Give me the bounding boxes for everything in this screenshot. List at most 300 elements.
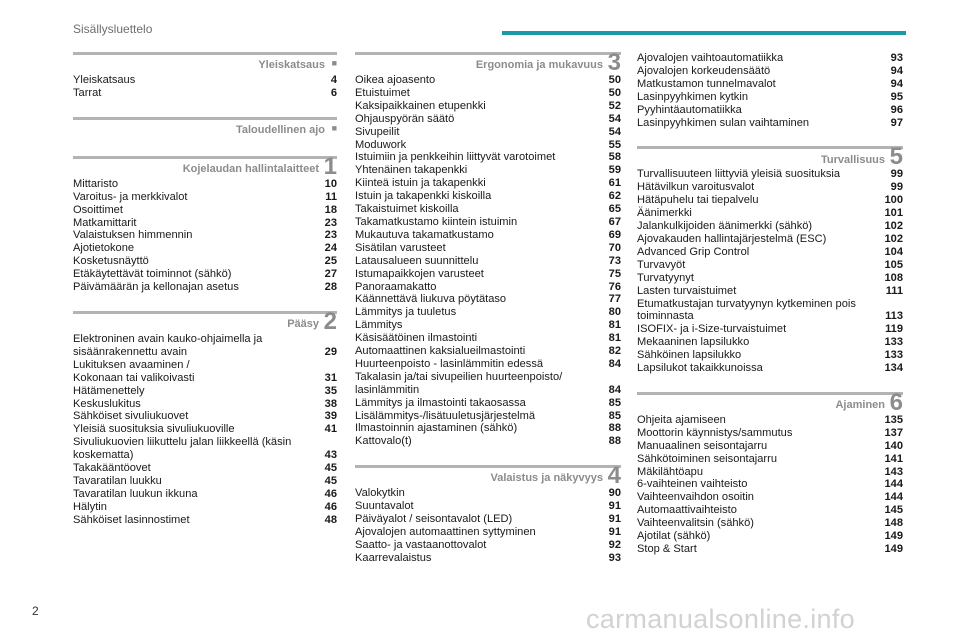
toc-column-2 [355, 49, 621, 582]
toc-entry[interactable] [637, 517, 903, 530]
toc-entry-title: Ajovalojen vaihtoautomatiikka [637, 52, 784, 64]
toc-entry-title: Vaihteenvaihdon osoitin [637, 491, 754, 504]
toc-entry-title: Jalankulkijoiden äänimerkki (sähkö) [637, 220, 813, 233]
toc-entry-title: Automaattinen kaksialueilmastointi [355, 345, 526, 358]
toc-entry-title: Takaistuimet kiskoilla [355, 203, 459, 216]
section-divider [637, 392, 903, 395]
toc-entry[interactable] [637, 207, 903, 220]
toc-entry[interactable] [355, 87, 621, 100]
toc-entry-page: 50 [608, 74, 621, 86]
toc-entry-page: 88 [608, 435, 621, 448]
toc-entry-page: 94 [890, 64, 903, 77]
section-divider [73, 311, 337, 314]
toc-entry-page: 119 [885, 323, 903, 336]
toc-entry-title: Lisälämmitys-/lisätuuletusjärjestelmä [355, 409, 536, 422]
toc-entry-page: 100 [884, 194, 903, 207]
section-number: 6 [889, 388, 903, 416]
toc-entry[interactable] [355, 74, 621, 87]
toc-entry[interactable] [355, 177, 621, 190]
toc-entry-page: 65 [608, 203, 621, 216]
toc-entry[interactable] [355, 397, 621, 410]
toc-entry[interactable] [637, 298, 903, 324]
toc-entry-title: Manuaalinen seisontajarru [637, 439, 768, 452]
toc-entry-page: 84 [608, 383, 621, 396]
toc-entry-page: 43 [324, 449, 337, 462]
toc-entry-title: ISOFIX- ja i-Size-turvaistuimet [637, 323, 787, 336]
toc-entry-title: Pyyhintäautomatiikka [637, 103, 742, 116]
toc-entry-page: 133 [884, 349, 903, 362]
toc-entry[interactable] [355, 126, 621, 139]
toc-entry-page: 141 [884, 452, 903, 465]
toc-entry-title: Huurteenpoisto - lasinlämmitin edessä [355, 357, 544, 370]
toc-entry[interactable] [355, 526, 621, 539]
section-title: Kojelaudan hallintalaitteet [182, 162, 319, 175]
toc-entry[interactable] [637, 285, 903, 298]
toc-entry[interactable] [637, 504, 903, 517]
section-header [637, 388, 903, 416]
toc-entry-title: Lasten turvaistuimet [637, 284, 737, 297]
toc-entry[interactable] [637, 52, 903, 65]
toc-entry[interactable] [355, 487, 621, 500]
section-number: 4 [607, 462, 621, 490]
toc-entry-page: 35 [324, 384, 337, 397]
toc-entry-page: 140 [884, 439, 903, 452]
toc-entry[interactable] [73, 333, 337, 359]
toc-entry[interactable] [73, 488, 337, 501]
toc-entry[interactable] [637, 181, 903, 194]
toc-entry-page: 38 [324, 397, 337, 410]
section-title: Yleiskatsaus [258, 59, 325, 72]
section-header [355, 462, 621, 490]
toc-entry-title: Yleisiä suosituksia sivuliukuoville [73, 423, 235, 436]
toc-entry-page: 148 [884, 517, 903, 530]
toc-entry-page: 46 [324, 487, 337, 500]
toc-entry-page: 45 [324, 462, 337, 475]
toc-entry-page: 143 [884, 465, 903, 478]
toc-entry-page: 46 [324, 500, 337, 513]
toc-entry-title: Äänimerkki [637, 207, 692, 220]
toc-entry-page: 76 [608, 280, 621, 293]
toc-entry-page: 92 [608, 538, 621, 551]
toc-entry[interactable] [73, 268, 337, 281]
section-divider [73, 52, 337, 55]
section-header [73, 307, 337, 335]
toc-entry-title: Turvavyöt [637, 258, 686, 271]
toc-entry-page: 62 [608, 190, 621, 203]
toc-entry[interactable] [637, 440, 903, 453]
toc-entry[interactable] [73, 191, 337, 204]
toc-entry[interactable] [637, 362, 903, 375]
toc-entry-page: 149 [884, 543, 903, 555]
toc-entry[interactable] [355, 410, 621, 423]
toc-entry-page: 58 [608, 151, 621, 164]
toc-entry-title: Sähkötoiminen seisontajarru [637, 452, 777, 465]
toc-entry-page: 144 [884, 491, 903, 504]
toc-entry[interactable] [73, 423, 337, 436]
toc-entry[interactable] [355, 190, 621, 203]
toc-entry-title: Turvallisuuteen liittyviä yleisiä suosituksia [637, 168, 841, 181]
toc-section [637, 52, 903, 129]
toc-entry-title: Sivuliukuovien liikuttelu jalan liikkeellä (käsin koskematta) [73, 436, 292, 462]
toc-entry-title: Käännettävä liukuva pöytätaso [355, 293, 507, 306]
toc-entry[interactable] [637, 414, 903, 427]
toc-entry-title: Tarrat [73, 86, 102, 99]
toc-entry[interactable] [73, 475, 337, 488]
toc-entry-title: Stop & Start [637, 543, 697, 555]
toc-entry-page: 77 [608, 293, 621, 306]
toc-entry-page: 70 [608, 241, 621, 254]
toc-entry-title: Valaistuksen himmennin [73, 229, 193, 242]
toc-entry[interactable] [355, 255, 621, 268]
toc-entry-title: Tavaratilan luukun ikkuna [73, 487, 198, 500]
page-header-title: Sisällysluettelo [73, 22, 153, 36]
toc-entry-title: Kattovalo(t) [355, 435, 412, 448]
toc-entry[interactable] [355, 229, 621, 242]
section-title: Valaistus ja näkyvyys [490, 472, 603, 485]
toc-entry-title: Valokytkin [355, 487, 405, 500]
toc-entry[interactable] [73, 410, 337, 423]
toc-entry[interactable] [73, 255, 337, 268]
toc-column-3 [637, 52, 903, 573]
toc-entry-title: Ajotietokone [73, 242, 135, 255]
toc-entry-title: Päiväyalot / seisontavalot (LED) [355, 513, 513, 526]
toc-entry-title: Lapsilukot takaikkunoissa [637, 362, 763, 375]
toc-section [73, 152, 337, 294]
toc-entry-title: Istuin ja takapenkki kiskoilla [355, 190, 492, 203]
toc-entry-page: 108 [884, 271, 903, 284]
toc-entry[interactable] [355, 151, 621, 164]
section-header [73, 152, 337, 180]
toc-entry-title: Päivämäärän ja kellonajan asetus [73, 281, 239, 294]
toc-entry-page: 27 [324, 268, 337, 281]
toc-entry[interactable] [355, 319, 621, 332]
toc-section [73, 117, 337, 139]
toc-entry[interactable] [355, 332, 621, 345]
toc-entry-title: Elektroninen avain kauko-ohjaimella ja sisäänrakennettu avain [73, 332, 263, 358]
toc-entry-page: 48 [324, 513, 337, 526]
toc-entry-title: Yleiskatsaus [73, 74, 136, 86]
toc-entry-page: 97 [890, 116, 903, 129]
toc-entry[interactable] [73, 398, 337, 411]
toc-entry[interactable] [355, 500, 621, 513]
section-divider [73, 156, 337, 159]
toc-entry[interactable] [637, 491, 903, 504]
section-divider [637, 146, 903, 149]
toc-entry-page: 11 [325, 190, 337, 203]
toc-entry[interactable] [637, 117, 903, 130]
toc-entry-title: Yhtenäinen takapenkki [355, 164, 468, 177]
toc-entry-page: 31 [324, 371, 337, 384]
toc-entry[interactable] [637, 65, 903, 78]
toc-entry[interactable] [637, 104, 903, 117]
section-divider [73, 117, 337, 120]
toc-entry[interactable] [355, 435, 621, 448]
toc-entry[interactable] [637, 78, 903, 91]
toc-entry-page: 18 [324, 203, 337, 216]
toc-entry[interactable] [73, 501, 337, 514]
toc-entry[interactable] [355, 100, 621, 113]
toc-entry-title: Mäkilähtöapu [637, 465, 703, 478]
toc-entry-title: Istuimiin ja penkkeihin liittyvät varotoimet [355, 151, 556, 164]
toc-entry[interactable] [73, 87, 337, 100]
toc-entry-page: 29 [324, 345, 337, 358]
toc-entry-title: Lukituksen avaaminen / Kokonaan tai valikoivasti [73, 358, 195, 384]
toc-entry[interactable] [637, 427, 903, 440]
toc-entry-title: Ohjauspyörän säätö [355, 112, 455, 125]
toc-entry[interactable] [637, 478, 903, 491]
toc-entry-page: 24 [324, 242, 337, 255]
toc-entry-title: Varoitus- ja merkkivalot [73, 190, 188, 203]
toc-entry-page: 90 [608, 487, 621, 500]
toc-entry[interactable] [73, 385, 337, 398]
toc-entry[interactable] [73, 281, 337, 294]
toc-entry-title: Lämmitys [355, 319, 403, 332]
page-number: 2 [32, 604, 39, 618]
toc-entry-page: 54 [608, 112, 621, 125]
toc-entry[interactable] [637, 220, 903, 233]
toc-entry[interactable] [637, 233, 903, 246]
toc-entry-page: 113 [885, 310, 903, 323]
toc-entry-title: Lasinpyyhkimen kytkin [637, 90, 748, 103]
toc-entry-page: 54 [608, 125, 621, 138]
toc-entry-page: 91 [608, 500, 621, 513]
toc-entry[interactable] [637, 323, 903, 336]
toc-entry-title: Takamatkustamo kiintein istuimin [355, 215, 518, 228]
toc-entry-title: Etäkäytettävät toiminnot (sähkö) [73, 268, 232, 281]
toc-entry[interactable] [355, 422, 621, 435]
section-title: Ajaminen [835, 399, 885, 412]
toc-entry-page: 96 [890, 103, 903, 116]
toc-entry[interactable] [637, 246, 903, 259]
toc-entry-page: 81 [608, 319, 621, 332]
toc-entry-title: Hätävilkun varoitusvalot [637, 181, 755, 194]
toc-entry-title: Keskuslukitus [73, 397, 141, 410]
toc-entry-page: 111 [885, 284, 903, 297]
toc-entry-title: Hätäpuhelu tai tiepalvelu [637, 194, 759, 207]
toc-entry-page: 145 [884, 504, 903, 517]
toc-entry-page: 52 [608, 99, 621, 112]
toc-entry-title: Tavaratilan luukku [73, 474, 162, 487]
toc-entry-page: 55 [608, 138, 621, 151]
toc-entry-page: 93 [890, 52, 903, 64]
toc-entry[interactable] [637, 349, 903, 362]
section-number: 2 [323, 307, 337, 335]
toc-entry-page: 23 [324, 216, 337, 229]
toc-entry[interactable] [637, 259, 903, 272]
toc-entry[interactable] [355, 371, 621, 397]
toc-entry-page: 85 [608, 396, 621, 409]
toc-entry-title: Ajotilat (sähkö) [637, 530, 711, 543]
toc-entry[interactable] [637, 194, 903, 207]
watermark: carmanualsonline.info [586, 604, 855, 634]
toc-entry-title: Sähköinen lapsilukko [637, 349, 742, 362]
toc-entry-title: Lämmitys ja tuuletus [355, 306, 457, 319]
toc-entry[interactable] [73, 242, 337, 255]
toc-entry-title: Oikea ajoasento [355, 74, 436, 86]
toc-entry-page: 93 [608, 551, 621, 564]
toc-entry[interactable] [637, 272, 903, 285]
toc-entry-page: 91 [608, 513, 621, 526]
section-bullet-icon: ■ [331, 122, 337, 133]
toc-section [73, 52, 337, 100]
toc-entry[interactable] [637, 453, 903, 466]
toc-entry-title: Kosketusnäyttö [73, 255, 149, 268]
section-bullet-icon: ■ [331, 58, 337, 69]
toc-entry-page: 99 [890, 168, 903, 181]
toc-entry-title: Sivupeilit [355, 125, 400, 138]
section-number: 5 [889, 143, 903, 171]
toc-entry-page: 59 [608, 164, 621, 177]
toc-entry[interactable] [73, 74, 337, 87]
toc-entry-title: Takakääntöovet [73, 462, 151, 475]
toc-entry[interactable] [355, 306, 621, 319]
toc-entry-title: Hälytin [73, 500, 107, 513]
toc-entry-title: 6-vaihteinen vaihteisto [637, 478, 748, 491]
toc-entry-title: Osoittimet [73, 203, 123, 216]
toc-entry[interactable] [355, 113, 621, 126]
toc-entry-title: Ajovakauden hallintajärjestelmä (ESC) [637, 232, 827, 245]
toc-entry-page: 69 [608, 228, 621, 241]
toc-entry-page: 25 [324, 255, 337, 268]
toc-entry-page: 104 [884, 245, 903, 258]
toc-entry-title: Etuistuimet [355, 86, 410, 99]
toc-entry-page: 82 [608, 345, 621, 358]
toc-entry-title: Kaarrevalaistus [355, 551, 432, 564]
toc-entry-page: 61 [608, 177, 621, 190]
toc-entry[interactable] [73, 204, 337, 217]
toc-entry[interactable] [73, 229, 337, 242]
toc-entry-title: Matkamittarit [73, 216, 137, 229]
toc-entry-title: Ohjeita ajamiseen [637, 413, 726, 426]
toc-entry[interactable] [355, 242, 621, 255]
toc-entry-title: Moottorin käynnistys/sammutus [637, 426, 793, 439]
toc-entry-title: Suuntavalot [355, 500, 414, 513]
toc-entry-title: Sähköiset lasinnostimet [73, 513, 190, 526]
toc-entry[interactable] [355, 203, 621, 216]
toc-section [637, 388, 903, 556]
toc-entry-title: Automaattivaihteisto [637, 504, 737, 517]
toc-entry-page: 99 [890, 181, 903, 194]
toc-entry-title: Vaihteenvalitsin (sähkö) [637, 517, 754, 530]
toc-entry-page: 105 [884, 258, 903, 271]
toc-entry-title: Sisätilan varusteet [355, 241, 446, 254]
toc-entry-title: Mittaristo [73, 177, 118, 190]
toc-section [637, 143, 903, 375]
section-header [73, 52, 337, 74]
toc-entry-title: Mekaaninen lapsilukko [637, 336, 750, 349]
toc-entry-page: 80 [608, 306, 621, 319]
toc-entry[interactable] [73, 436, 337, 462]
toc-entry-page: 73 [608, 254, 621, 267]
toc-entry-title: Mukautuva takamatkustamo [355, 228, 494, 241]
toc-entry[interactable] [637, 530, 903, 543]
toc-entry-page: 4 [330, 74, 337, 86]
toc-entry[interactable] [73, 359, 337, 385]
toc-entry-title: Advanced Grip Control [637, 245, 750, 258]
toc-entry-page: 39 [324, 410, 337, 423]
toc-entry-page: 149 [884, 530, 903, 543]
toc-entry-page: 102 [884, 220, 903, 233]
toc-entry-page: 137 [884, 426, 903, 439]
toc-entry-title: Ilmastoinnin ajastaminen (sähkö) [355, 422, 518, 435]
toc-entry[interactable] [355, 358, 621, 371]
toc-entry-title: Ajovalojen korkeudensäätö [637, 64, 771, 77]
toc-entry-title: Käsisäätöinen ilmastointi [355, 332, 478, 345]
toc-entry[interactable] [355, 293, 621, 306]
section-divider [355, 52, 621, 55]
toc-entry-title: Kaksipaikkainen etupenkki [355, 99, 486, 112]
toc-entry-page: 67 [608, 215, 621, 228]
toc-entry-page: 50 [608, 86, 621, 99]
section-number: 3 [607, 49, 621, 76]
toc-entry[interactable] [355, 281, 621, 294]
toc-entry[interactable] [355, 513, 621, 526]
toc-entry-page: 6 [330, 86, 337, 99]
toc-entry-page: 133 [884, 336, 903, 349]
toc-entry[interactable] [73, 462, 337, 475]
toc-column-1 [73, 52, 337, 544]
toc-entry[interactable] [637, 336, 903, 349]
toc-entry[interactable] [637, 91, 903, 104]
section-title: Ergonomia ja mukavuus [475, 59, 603, 72]
toc-entry-page: 91 [608, 526, 621, 538]
toc-entry-page: 94 [890, 77, 903, 90]
toc-entry-page: 84 [608, 357, 621, 370]
toc-entry[interactable] [637, 543, 903, 556]
toc-entry-title: Sähköiset sivuliukuovet [73, 410, 189, 423]
toc-entry-title: Istumapaikkojen varusteet [355, 267, 484, 280]
toc-entry[interactable] [355, 539, 621, 552]
toc-entry[interactable] [355, 164, 621, 177]
toc-section [73, 307, 337, 527]
toc-entry[interactable] [355, 139, 621, 152]
toc-entry[interactable] [355, 345, 621, 358]
section-number: 1 [323, 152, 337, 180]
toc-section [355, 49, 621, 448]
section-title: Turvallisuus [821, 153, 885, 166]
section-header [637, 143, 903, 171]
section-header [73, 117, 337, 139]
toc-entry[interactable] [73, 217, 337, 230]
toc-entry-title: Hätämenettely [73, 384, 145, 397]
toc-entry-title: Ajovalojen automaattinen syttyminen [355, 526, 536, 538]
toc-entry-page: 28 [324, 281, 337, 294]
toc-entry-title: Takalasin ja/tai sivupeilien huurteenpoisto/ lasinlämmitin [355, 370, 563, 396]
toc-entry[interactable] [355, 268, 621, 281]
toc-entry-title: Saatto- ja vastaanottovalot [355, 538, 487, 551]
section-title: Pääsy [287, 318, 319, 331]
toc-entry-page: 144 [884, 478, 903, 491]
section-header [355, 49, 621, 76]
toc-entry[interactable] [637, 466, 903, 479]
header-accent-bar [502, 31, 906, 35]
toc-entry-page: 95 [890, 90, 903, 103]
toc-entry-title: Kiinteä istuin ja takapenkki [355, 177, 486, 190]
toc-entry-page: 75 [608, 267, 621, 280]
toc-entry[interactable] [73, 178, 337, 191]
toc-entry[interactable] [73, 514, 337, 527]
toc-entry-page: 102 [884, 232, 903, 245]
toc-entry[interactable] [355, 552, 621, 565]
toc-entry-title: Turvatyynyt [637, 271, 694, 284]
toc-entry-title: Lämmitys ja ilmastointi takaosassa [355, 396, 526, 409]
toc-entry-page: 134 [884, 362, 903, 375]
toc-entry[interactable] [355, 216, 621, 229]
toc-entry-page: 41 [324, 423, 337, 436]
section-divider [355, 465, 621, 468]
toc-entry-page: 135 [884, 413, 903, 426]
toc-entry[interactable] [637, 168, 903, 181]
